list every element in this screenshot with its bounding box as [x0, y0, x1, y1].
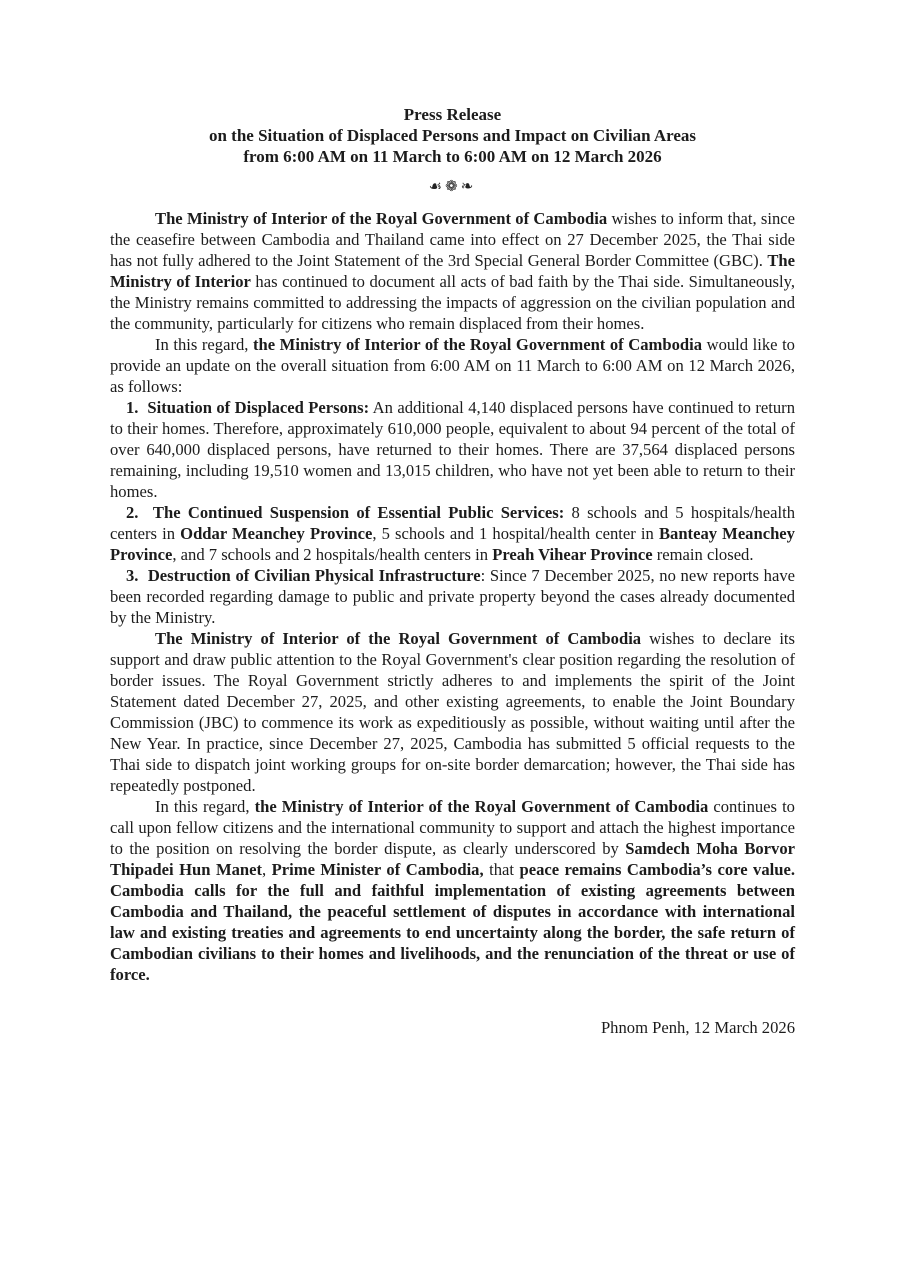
press-release-title	[110, 104, 795, 167]
dateline: Phnom Penh, 12 March 2026	[600, 1018, 795, 1037]
list-item-public-services: 2. The Continued Suspension of Essential Public Services: 8 schools and 5 hospitals/health centers in Oddar Meanchey Province, 5 schools and 1 hospital/health center in Banteay Meanchey Province, and 7 schools and 2 hospitals/health centers in Preah Vihear Province remain closed.	[110, 503, 796, 564]
paragraph-call-to-support: In this regard, the Ministry of Interior of the Royal Government of Cambodia continues to call upon fellow citizens and the international community to support and attach the highest importance to the position on resolving the border dispute, as clearly underscored by Samdech Moha Borvor Thipadei Hun Manet, Prime Minister of Cambodia, that peace remains Cambodia’s core value. Cambodia calls for the full and faithful implementation of existing agreements between Cambodia and Thailand, the peaceful settlement of disputes in accordance with international law and existing treaties and agreements to end uncertainty along the border, the safe return of Cambodian civilians to their homes and livelihoods, and the renunciation of the threat or use of force.	[110, 797, 796, 984]
floral-ornament-divider: ☙❁❧	[428, 177, 477, 195]
title-line-1: Press Release	[403, 105, 502, 124]
title-line-3: from 6:00 AM on 11 March to 6:00 AM on 12 March 2026	[243, 147, 662, 166]
press-release-body	[110, 208, 795, 985]
title-line-2: on the Situation of Displaced Persons and Impact on Civilian Areas	[208, 126, 697, 145]
list-item-infrastructure: 3. Destruction of Civilian Physical Infrastructure: Since 7 December 2025, no new reports have been recorded regarding damage to public and private property beyond the cases already documented by the Ministry.	[110, 566, 795, 627]
list-item-displaced-persons: 1. Situation of Displaced Persons: An additional 4,140 displaced persons have continued to return to their homes. Therefore, approximately 610,000 people, equivalent to about 94 percent of the total of over 640,000 displaced persons, have returned to their homes. There are 37,564 displaced persons remaining, including 19,510 women and 13,015 children, who have not yet been able to return to their homes.	[110, 398, 796, 501]
paragraph-update-intro: In this regard, the Ministry of Interior of the Royal Government of Cambodia would like to provide an update on the overall situation from 6:00 AM on 11 March to 6:00 AM on 12 March 2026, as follows:	[110, 335, 795, 396]
paragraph-border-position: The Ministry of Interior of the Royal Government of Cambodia wishes to declare its support and draw public attention to the Royal Government's clear position regarding the resolution of border issues. The Royal Government strictly adheres to and implements the spirit of the Joint Statement dated December 27, 2025, and other existing agreements, to enable the Joint Boundary Commission (JBC) to commence its work as expeditiously as possible, without waiting until after the New Year. In practice, since December 27, 2025, Cambodia has submitted 5 official requests to the Thai side to dispatch joint working groups for on-site border demarcation; however, the Thai side has repeatedly postponed.	[110, 629, 795, 795]
paragraph-ceasefire-adherence: The Ministry of Interior of the Royal Government of Cambodia wishes to inform that, since the ceasefire between Cambodia and Thailand came into effect on 27 December 2025, the Thai side has not fully adhered to the Joint Statement of the 3rd Special General Border Committee (GBC). The Ministry of Interior has continued to document all acts of bad faith by the Thai side. Simultaneously, the Ministry remains committed to addressing the impacts of aggression on the civilian population and the community, particularly for citizens who remain displaced from their homes.	[110, 209, 795, 333]
